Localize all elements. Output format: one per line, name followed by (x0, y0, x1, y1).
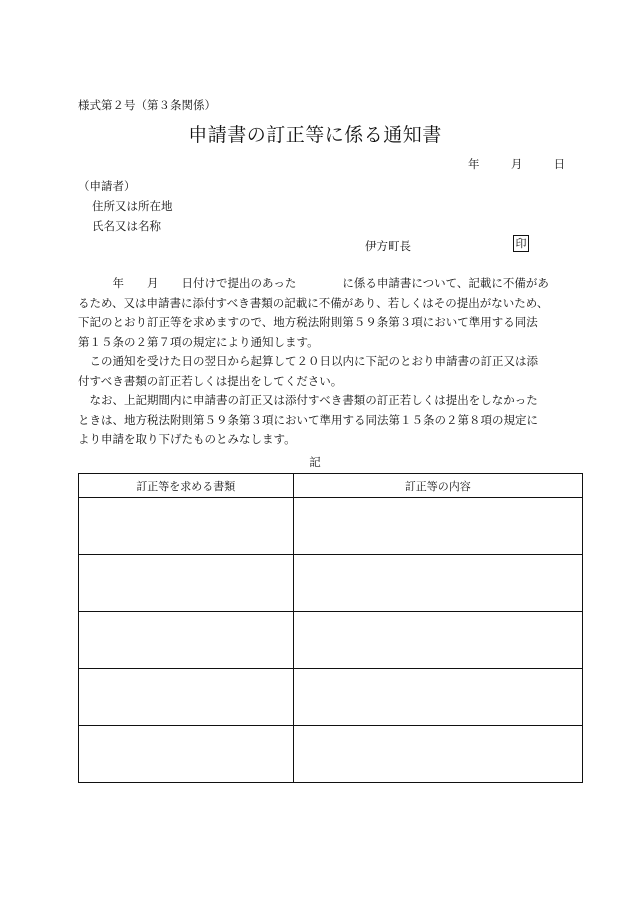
table-cell-document[interactable] (79, 669, 294, 726)
body-line: この通知を受けた日の翌日から起算して２０日以内に下記のとおり申請書の訂正又は添 (78, 354, 538, 368)
table-cell-document[interactable] (79, 498, 294, 555)
correction-table (78, 473, 583, 783)
table-row (79, 498, 583, 555)
date-year-label: 年 (468, 157, 480, 171)
body-line: 第１５条の２第７項の規定により通知します。 (78, 334, 319, 349)
date-month-label: 月 (510, 157, 523, 171)
body-line: るため、又は申請書に添付すべき書類の記載に不備があり、若しくはその提出がないため、 (78, 295, 549, 310)
seal-box: 印 (513, 235, 529, 252)
table-row (79, 555, 583, 612)
table-cell-content[interactable] (293, 498, 582, 555)
table-cell-document[interactable] (79, 555, 294, 612)
issuer-mayor: 伊方町長 (365, 239, 411, 253)
date-line (468, 156, 565, 172)
table-cell-content[interactable] (293, 669, 582, 726)
body-line: 年 月 日付けで提出のあった に係る申請書について、記載に不備があ (78, 276, 549, 290)
ki-heading: 記 (309, 455, 321, 469)
table-cell-content[interactable] (293, 612, 582, 669)
table-cell-document[interactable] (79, 726, 294, 783)
table-row (79, 612, 583, 669)
notice-body (78, 274, 554, 450)
form-number: 様式第２号（第３条関係） (78, 98, 216, 112)
document-title: 申請書の訂正等に係る通知書 (188, 124, 442, 146)
paragraph-2 (78, 352, 554, 391)
body-line: ときは、地方税法附則第５９条第３項において準用する同法第１５条の２第８項の規定に (78, 412, 538, 427)
header-correction-content: 訂正等の内容 (293, 474, 582, 498)
body-line: より申請を取り下げたものとみなします。 (78, 432, 296, 446)
table-cell-content[interactable] (293, 555, 582, 612)
body-line: 下記のとおり訂正等を求めますので、地方税法附則第５９条第３項において準用する同法 (78, 315, 538, 329)
table-cell-content[interactable] (293, 726, 582, 783)
body-line: なお、上記期間内に申請書の訂正又は添付すべき書類の訂正若しくは提出をしなかった (78, 393, 538, 407)
table-header-row (79, 474, 583, 498)
header-documents: 訂正等を求める書類 (79, 474, 294, 498)
name-label: 氏名又は名称 (92, 219, 161, 233)
paragraph-1 (78, 274, 554, 352)
address-label: 住所又は所在地 (92, 199, 173, 213)
paragraph-3 (78, 391, 554, 450)
body-line: 付すべき書類の訂正若しくは提出をしてください。 (78, 373, 343, 388)
table-row (79, 726, 583, 783)
table-row (79, 669, 583, 726)
table-cell-document[interactable] (79, 612, 294, 669)
applicant-label: （申請者） (78, 179, 136, 193)
date-day-label: 日 (553, 157, 566, 171)
